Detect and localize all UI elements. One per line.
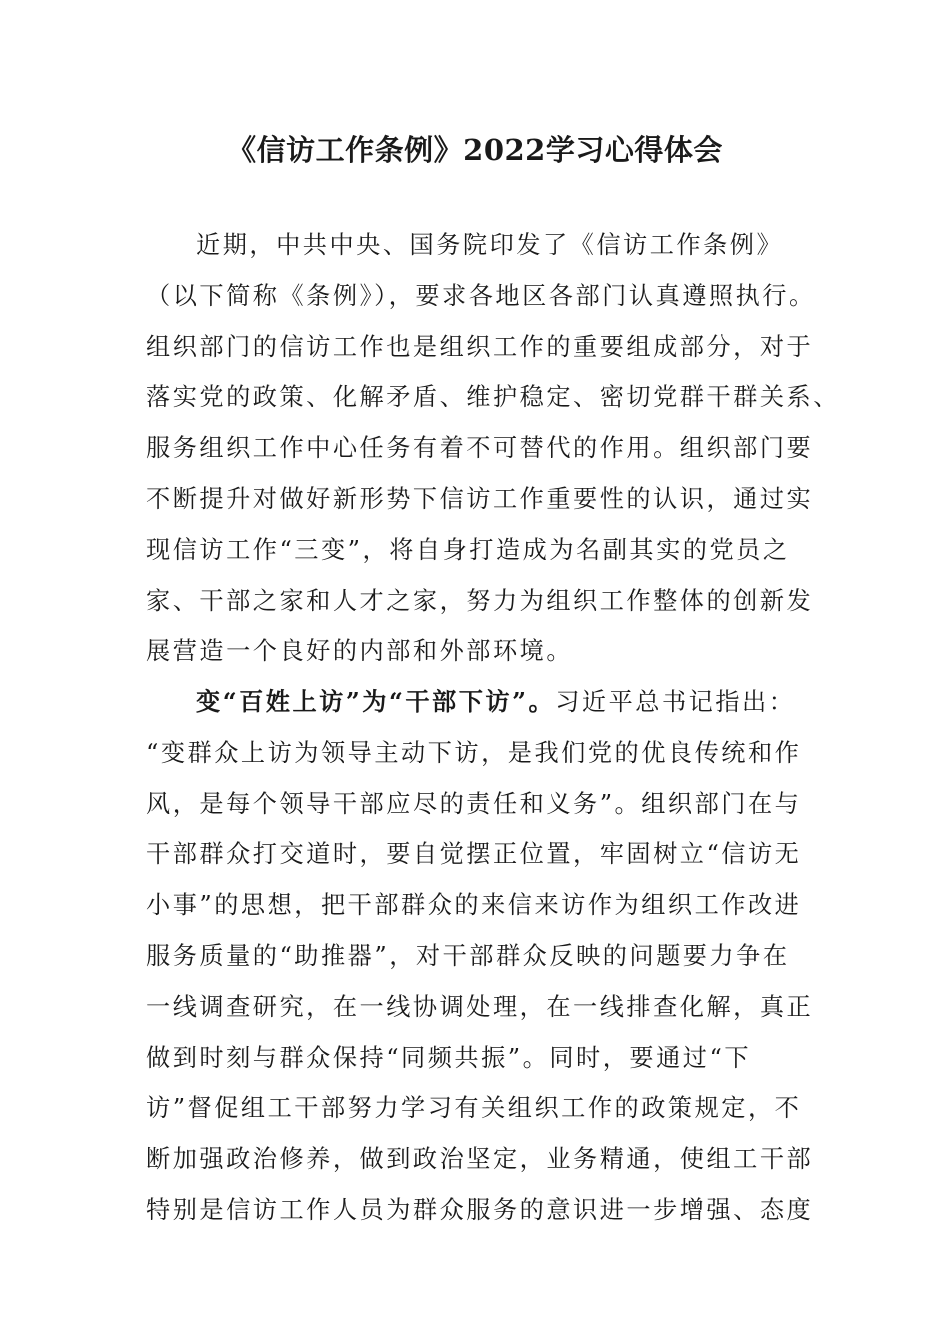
paragraph-line: 家、干部之家和人才之家，努力为组织工作整体的创新发 <box>146 586 814 615</box>
document-title: 《信访工作条例》2022学习心得体会 <box>227 133 723 167</box>
paragraph-line: 风，是每个领导干部应尽的责任和义务”。组织部门在与 <box>146 789 802 818</box>
paragraph-2 <box>146 677 816 1236</box>
paragraph-1 <box>146 220 840 677</box>
paragraph-heading: 变“百姓上访”为“干部下访”。 <box>196 687 556 716</box>
paragraph-line: 不断提升对做好新形势下信访工作重要性的认识，通过实 <box>146 484 814 513</box>
paragraph-line: 组织部门的信访工作也是组织工作的重要组成部分，对于 <box>146 332 814 361</box>
paragraph-line: 干部群众打交道时，要自觉摆正位置，牢固树立“信访无 <box>146 840 802 869</box>
paragraph-line: 访”督促组工干部努力学习有关组织工作的政策规定，不 <box>146 1094 802 1123</box>
paragraph-line: 断加强政治修养，做到政治坚定，业务精通，使组工干部 <box>146 1145 814 1174</box>
paragraph-heading-rest: 习近平总书记指出： <box>555 688 796 716</box>
paragraph-line: 小事”的思想，把干部群众的来信来访作为组织工作改进 <box>146 891 802 920</box>
paragraph-first-line <box>146 677 816 728</box>
paragraph-line: 服务质量的“助推器”，对干部群众反映的问题要力争在 <box>146 941 790 970</box>
paragraph-line: 服务组织工作中心任务有着不可替代的作用。组织部门要 <box>146 434 814 463</box>
paragraph-line: （以下简称《条例》），要求各地区各部门认真遵照执行。 <box>146 281 816 310</box>
paragraph-line: 做到时刻与群众保持“同频共振”。同时，要通过“下 <box>146 1043 752 1072</box>
paragraph-line: 展营造一个良好的内部和外部环境。 <box>146 637 574 666</box>
paragraph-line: 一线调查研究，在一线协调处理，在一线排查化解，真正 <box>146 992 814 1021</box>
paragraph-line: 近期，中共中央、国务院印发了《信访工作条例》 <box>196 231 784 259</box>
paragraph-line: “变群众上访为领导主动下访，是我们党的优良传统和作 <box>146 738 802 767</box>
paragraph-line: 落实党的政策、化解矛盾、维护稳定、密切党群干群关系、 <box>146 383 840 412</box>
paragraph-line: 现信访工作“三变”，将自身打造成为名副其实的党员之 <box>146 535 790 564</box>
paragraph-line: 特别是信访工作人员为群众服务的意识进一步增强、态度 <box>146 1195 814 1224</box>
